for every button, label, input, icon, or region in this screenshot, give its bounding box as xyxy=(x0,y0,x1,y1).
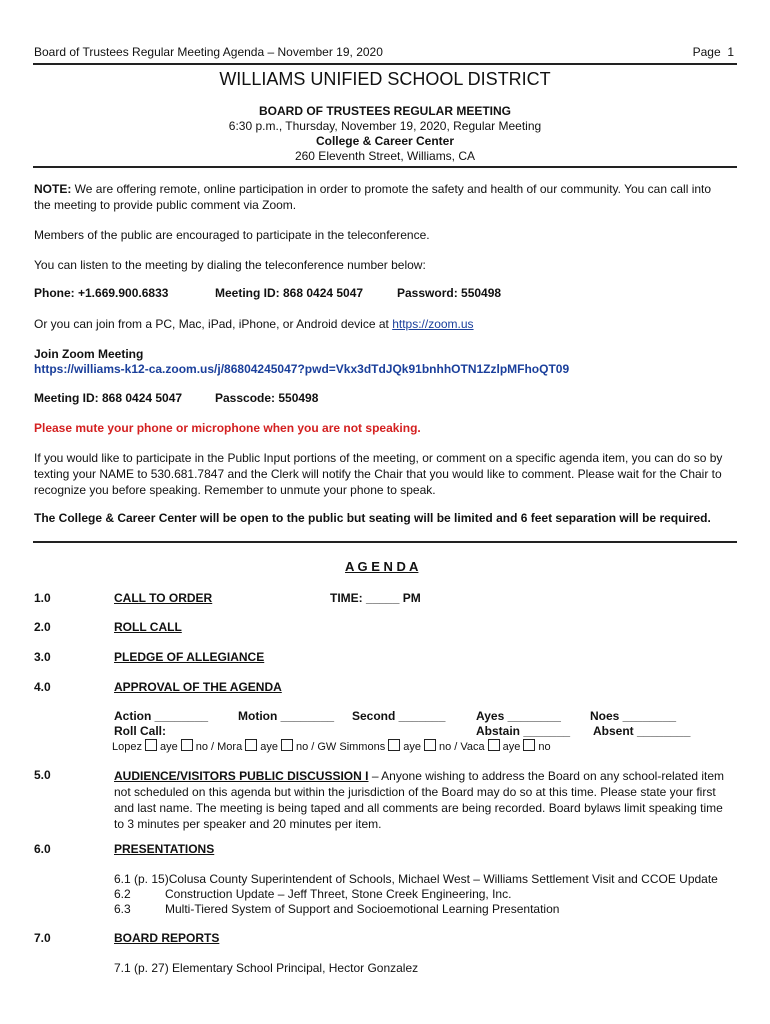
vote-motion: Motion ________ xyxy=(238,709,335,723)
note-paragraph xyxy=(34,181,730,213)
title-rule xyxy=(33,166,737,168)
time-label: TIME: xyxy=(330,591,363,605)
member-lopez: Lopez xyxy=(112,741,142,753)
presentation-6-1: 6.1 (p. 15)Colusa County Superintendent of Schools, Michael West – Williams Settlement Visit and CCOE Update xyxy=(114,872,718,886)
phone-password: Password: 550498 xyxy=(397,286,502,300)
approval-agenda-title: APPROVAL OF THE AGENDA xyxy=(114,680,282,694)
time-blank: _____ xyxy=(366,591,400,605)
page-label: Page xyxy=(692,45,721,59)
vote-abstain: Abstain _______ xyxy=(476,724,571,738)
zoom-link[interactable]: https://zoom.us xyxy=(392,317,474,331)
join-pc-label: Or you can join from a PC, Mac, iPad, iPhone, or Android device at xyxy=(34,317,393,331)
presentation-6-3: Multi-Tiered System of Support and Socioemotional Learning Presentation xyxy=(165,902,560,916)
vote-second: Second _______ xyxy=(352,709,446,723)
aye-label: aye xyxy=(502,741,521,753)
no-checkbox[interactable] xyxy=(424,739,436,751)
presentation-6-2: Construction Update – Jeff Threet, Stone Creek Engineering, Inc. xyxy=(165,887,512,901)
aye-checkbox[interactable] xyxy=(388,739,400,751)
mute-warning: Please mute your phone or microphone when you are not speaking. xyxy=(34,421,421,435)
phone-number: Phone: +1.669.900.6833 xyxy=(34,286,169,300)
item-number: 1.0 xyxy=(34,591,51,605)
zoom-meeting-url[interactable]: https://williams-k12-ca.zoom.us/j/86804245047?pwd=Vkx3dTdJQk91bnhhOTN1ZzlpMFhoQT09 xyxy=(34,362,570,376)
member-simmons: no / GW Simmons xyxy=(295,741,386,753)
presentation-6-3-number: 6.3 xyxy=(114,902,131,916)
no-checkbox[interactable] xyxy=(523,739,535,751)
vote-roll-call: Roll Call: xyxy=(114,724,167,738)
join-pc-text xyxy=(34,316,730,332)
note-label: NOTE: xyxy=(34,182,72,196)
public-input-text: If you would like to participate in the Public Input portions of the meeting, or comment on a specific agenda item, you can do so by texting your NAME to 530.681.7847 and the Clerk will notify the Chair that you would like to comment. Please wait for the Chair to recognize you before speaking. Remember to unmute your phone to speak. xyxy=(34,451,723,497)
board-reports-title: BOARD REPORTS xyxy=(114,931,220,945)
vote-ayes: Ayes ________ xyxy=(476,709,561,723)
roll-call-checkboxes xyxy=(112,739,551,753)
vote-absent: Absent ________ xyxy=(593,724,691,738)
aye-checkbox[interactable] xyxy=(488,739,500,751)
listen-text: You can listen to the meeting by dialing the teleconference number below: xyxy=(34,258,426,272)
aye-label: aye xyxy=(403,741,421,753)
call-to-order-title: CALL TO ORDER xyxy=(114,591,213,605)
public-discussion-title: AUDIENCE/VISITORS PUBLIC DISCUSSION I xyxy=(114,769,369,783)
vote-action: Action ________ xyxy=(114,709,209,723)
running-header: Board of Trustees Regular Meeting Agenda – November 19, 2020 xyxy=(34,45,383,59)
aye-label: aye xyxy=(260,741,278,753)
header-rule xyxy=(33,63,737,65)
aye-checkbox[interactable] xyxy=(245,739,257,751)
no-checkbox[interactable] xyxy=(281,739,293,751)
meeting-address: 260 Eleventh Street, Williams, CA xyxy=(294,149,476,163)
zoom-passcode: Passcode: 550498 xyxy=(215,391,319,405)
public-discussion-paragraph xyxy=(114,768,734,832)
seating-notice: The College & Career Center will be open to the public but seating will be limited and 6 feet separation will be required. xyxy=(34,511,711,525)
agenda-rule xyxy=(33,541,737,543)
presentation-6-2-number: 6.2 xyxy=(114,887,131,901)
item-number: 6.0 xyxy=(34,842,51,856)
roll-call-title: ROLL CALL xyxy=(114,620,182,634)
encourage-text: Members of the public are encouraged to participate in the teleconference. xyxy=(34,228,430,242)
item-number: 2.0 xyxy=(34,620,51,634)
aye-label: aye xyxy=(159,741,178,753)
agenda-title: A G E N D A xyxy=(345,559,419,574)
item-number: 7.0 xyxy=(34,931,51,945)
no-checkbox[interactable] xyxy=(181,739,193,751)
aye-checkbox[interactable] xyxy=(145,739,157,751)
district-title: WILLIAMS UNIFIED SCHOOL DISTRICT xyxy=(219,69,551,89)
no-label: no xyxy=(538,741,551,753)
zoom-join-title: Join Zoom Meeting xyxy=(34,347,144,361)
page-number xyxy=(693,45,734,59)
item-number: 3.0 xyxy=(34,650,51,664)
note-text: We are offering remote, online participation in order to promote the safety and health of our community. You can call into the meeting to provide public comment via Zoom. xyxy=(34,182,712,212)
meeting-title: BOARD OF TRUSTEES REGULAR MEETING xyxy=(258,104,511,118)
time-suffix: PM xyxy=(402,591,421,605)
pledge-title: PLEDGE OF ALLEGIANCE xyxy=(114,650,265,664)
call-to-order-time xyxy=(330,591,421,605)
member-vaca: no / Vaca xyxy=(438,741,485,753)
zoom-meeting-id: Meeting ID: 868 0424 5047 xyxy=(34,391,183,405)
vote-noes: Noes ________ xyxy=(590,709,677,723)
item-number: 4.0 xyxy=(34,680,51,694)
phone-meeting-id: Meeting ID: 868 0424 5047 xyxy=(215,286,364,300)
meeting-datetime: 6:30 p.m., Thursday, November 19, 2020, Regular Meeting xyxy=(228,119,542,133)
presentations-title: PRESENTATIONS xyxy=(114,842,215,856)
meeting-venue: College & Career Center xyxy=(315,134,455,148)
public-discussion-text: – Anyone wishing to address the Board on any school-related item not scheduled on this agenda but within the jurisdiction of the Board may do so at this time. Please state your first and last name. The meeting is being taped and all comments are being recorded. Board bylaws limit speaking time to 3 minutes per speaker and 20 minutes per item. xyxy=(114,769,725,831)
report-7-1: 7.1 (p. 27) Elementary School Principal, Hector Gonzalez xyxy=(114,961,419,975)
member-mora: no / Mora xyxy=(195,741,243,753)
item-number: 5.0 xyxy=(34,768,51,782)
page-number-value: 1 xyxy=(727,45,734,59)
